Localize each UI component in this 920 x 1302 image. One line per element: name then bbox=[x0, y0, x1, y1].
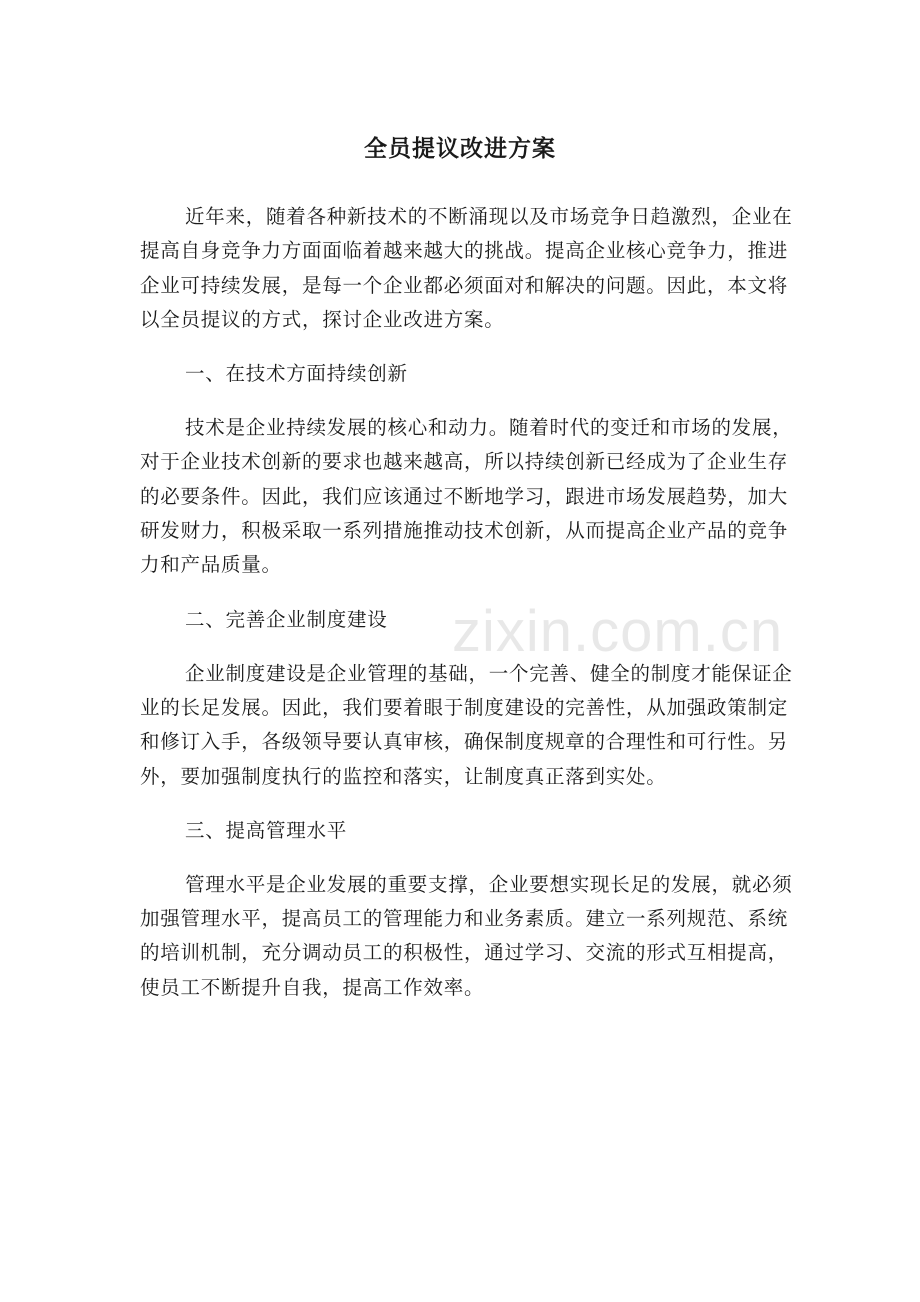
section-paragraph-2: 企业制度建设是企业管理的基础，一个完善、健全的制度才能保证企业的长足发展。因此，我们要着眼于制度建设的完善性，从加强政策制定和修订入手，各级领导要认真审核，确保制度规章的合理性和可行性。另外，要加强制度执行的监控和落实，让制度真正落到实处。 bbox=[140, 661, 793, 788]
watermark: zixin.com.cn bbox=[452, 599, 784, 664]
section-heading-3: 三、提高管理水平 bbox=[185, 818, 348, 842]
section-paragraph-3: 管理水平是企业发展的重要支撑，企业要想实现长足的发展，就必须加强管理水平，提高员工的管理能力和业务素质。建立一系列规范、系统的培训机制，充分调动员工的积极性，通过学习、交流的形式互相提高，使员工不断提升自我，提高工作效率。 bbox=[140, 872, 793, 999]
section-heading-2: 二、完善企业制度建设 bbox=[185, 607, 388, 631]
document-title: 全员提议改进方案 bbox=[364, 136, 556, 162]
intro-paragraph: 近年来，随着各种新技术的不断涌现以及市场竞争日趋激烈，企业在提高自身竞争力方面面临着越来越大的挑战。提高企业核心竞争力，推进企业可持续发展，是每一个企业都必须面对和解决的问题。因此，本文将以全员提议的方式，探讨企业改进方案。 bbox=[140, 205, 793, 331]
section-heading-1: 一、在技术方面持续创新 bbox=[185, 362, 408, 386]
document-body bbox=[140, 200, 800, 1025]
section-paragraph-1: 技术是企业持续发展的核心和动力。随着时代的变迁和市场的发展，对于企业技术创新的要求也越来越高，所以持续创新已经成为了企业生存的必要条件。因此，我们应该通过不断地学习，跟进市场发展趋势，加大研发财力，积极采取一系列措施推动技术创新，从而提高企业产品的竞争力和产品质量。 bbox=[140, 416, 793, 577]
